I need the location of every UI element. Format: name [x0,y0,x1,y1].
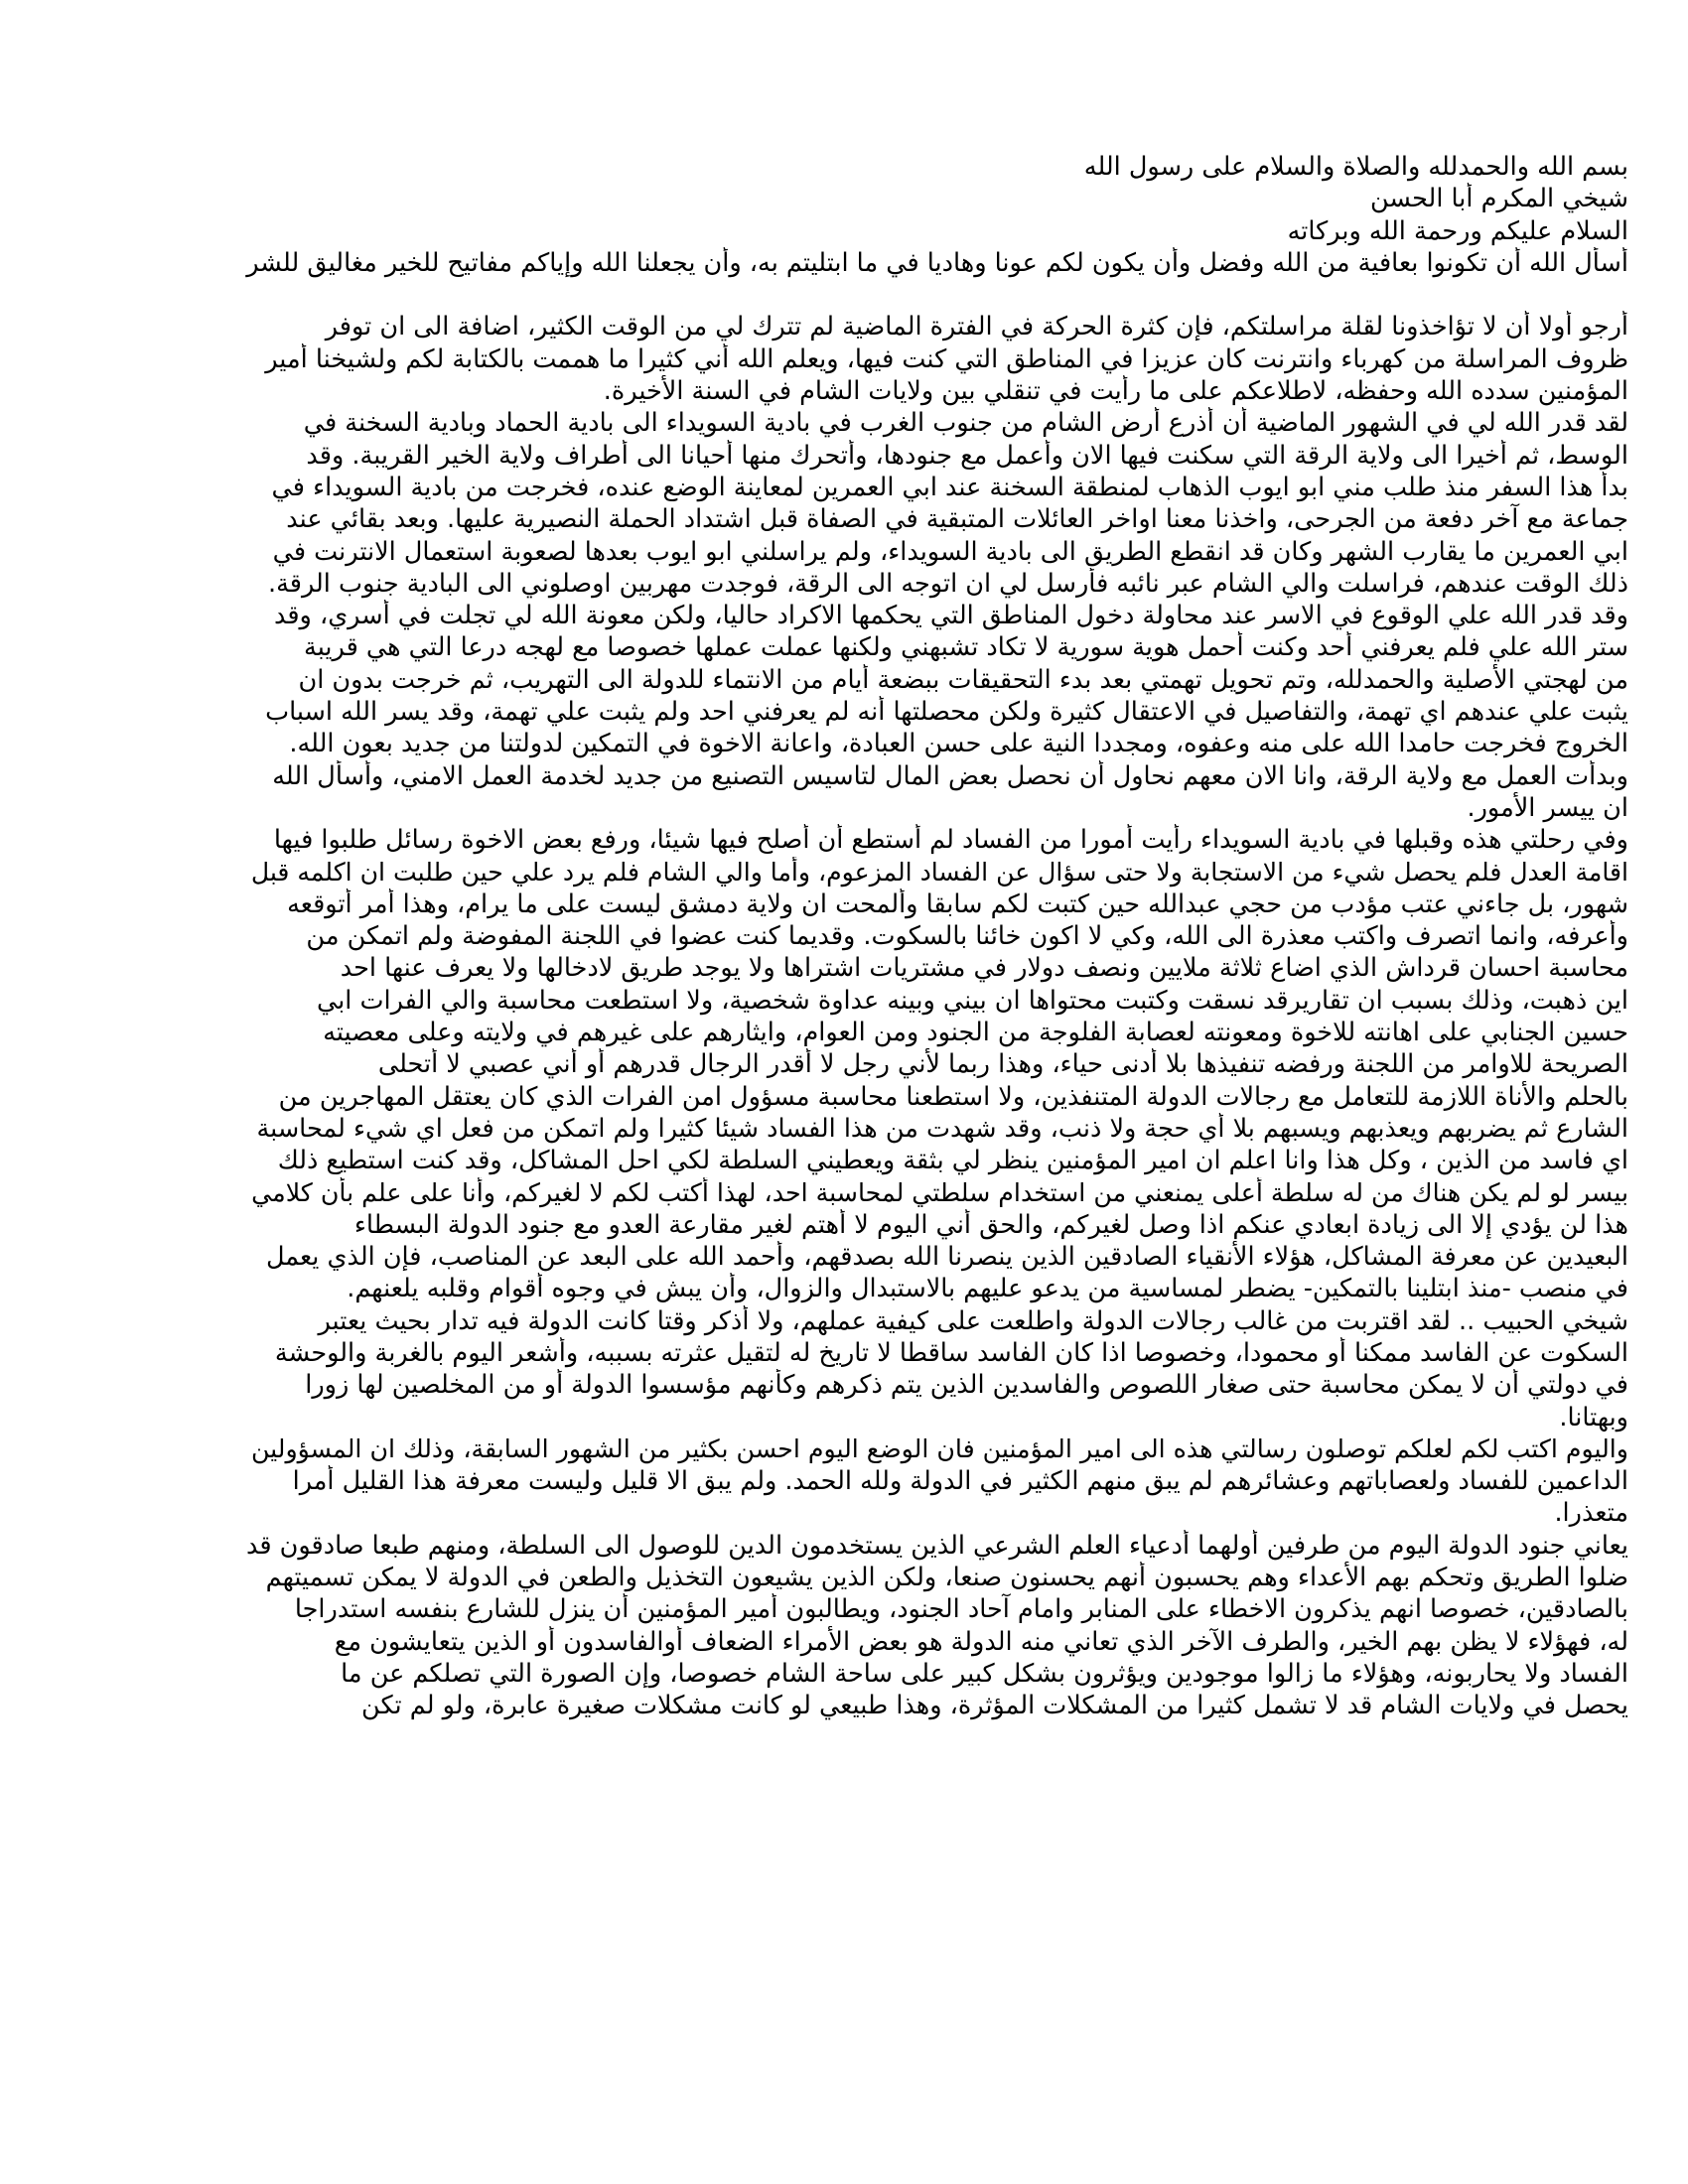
letter-line: الخروج فخرجت حامدا الله على منه وعفوه، ومجددا النية على حسن العبادة، واعانة الاخوة في التمكين لدولتنا من جديد بعون الله. [289,729,1628,759]
letter-line: اقامة العدل فلم يحصل شيء من الاستجابة ولا حتى سؤال عن الفساد المزعوم، وأما والي الشام فلم يرد علي حين طلبت ان اكلمه قبل [250,857,1628,887]
letter-line: ابي العمرين ما يقارب الشهر وكان قد انقطع الطريق الى بادية السويداء، ولم يراسلني ابو ايوب بعدها لصعوبة استعمال الانترنت في [272,536,1628,567]
letter-line: متعذرا. [1554,1498,1628,1529]
blank-line [243,279,1628,311]
letter-line: هذا لن يؤدي إلا الى زيادة ابعادي عنكم اذا وصل لغيركم، والحق أني اليوم لا أهتم لغير مقارعة العدو مع جنود الدولة البسطاء [353,1209,1628,1240]
letter-line: ان ييسر الأمور. [1467,792,1628,823]
letter-line: الوسط، ثم أخيرا الى ولاية الرقة التي سكنت فيها الان وأعمل مع جنودها، وأتحرك منها أحيانا الى أطراف ولاية الخير القريبة. وقد [306,440,1628,471]
letter-line: شيخي الحبيب .. لقد اقتربت من غالب رجالات الدولة واطلعت على كيفية عملهم، ولا أذكر وقتا كانت الدولة فيه تدار بحيث يعتبر [318,1305,1628,1336]
letter-line: وبهتانا. [1559,1402,1628,1433]
letter-line: ستر الله علي فلم يعرفني أحد وكنت أحمل هوية سورية لا تكاد تشبهني ولكنها عملت عملها خصوصا مع لهجه درعا التي هي قريبة [304,632,1628,663]
letter-line: اي فاسد من الذين ، وكل هذا وانا اعلم ان امير المؤمنين ينظر لي بثقة ويعطيني السلطة لكي احل المشاكل، وقد كنت استطيع ذلك [277,1146,1628,1176]
letter-line: يعاني جنود الدولة اليوم من طرفين أولهما أدعياء العلم الشرعي الذين يستخدمون الدين للوصول الى السلطة، ومنهم طبعا صادقون قد [245,1530,1628,1561]
letter-line: بالصادقين، خصوصا انهم يذكرون الاخطاء على المنابر وامام آحاد الجنود، ويطالبون أمير المؤمنين أن ينزل للشارع بنفسه استدراجا [294,1594,1628,1625]
letter-line: واليوم اكتب لكم لعلكم توصلون رسالتي هذه الى امير المؤمنين فان الوضع اليوم احسن بكثير من الشهور السابقة، وذلك ان المسؤولين [250,1433,1628,1463]
letter-line: وفي رحلتي هذه وقبلها في بادية السويداء رأيت أمورا من الفساد لم أستطع أن أصلح فيها شيئا، ورفع بعض الاخوة رسائل طلبوا فيها [273,825,1628,856]
letter-line: المؤمنين سدده الله وحفظه، لاطلاعكم على ما رأيت في تنقلي بين ولايات الشام في السنة الأخيرة. [603,376,1628,407]
letter-line: بالحلم والأناة اللازمة للتعامل مع رجالات الدولة المتنفذين، ولا استطعنا محاسبة مسؤول امن الفرات الذي كان يعتقل المهاجرين من [278,1081,1628,1112]
letter-line: وأعرفه، وانما اتصرف واكتب معذرة الى الله، وكي لا اكون خائنا بالسكوت. وقديما كنت عضوا في اللجنة المفوضة ولم اتمكن من [306,921,1628,952]
letter-line: بسم الله والحمدلله والصلاة والسلام على رسول الله [1083,152,1628,182]
letter-line: البعيدين عن معرفة المشاكل، هؤلاء الأنقياء الصادقين الذين ينصرنا الله بصدقهم، وأحمد الله على البعد عن المناصب، فإن الذي يعمل [265,1242,1628,1273]
letter-line: الشارع ثم يضربهم ويعذبهم ويسبهم بلا أي حجة ولا ذنب، وقد شهدت من هذا الفساد شيئا كثيرا ولم اتمكن من فعل اي شيء لمحاسبة [256,1113,1628,1144]
letter-line: في دولتي أن لا يمكن محاسبة حتى صغار اللصوص والفاسدين الذين يتم ذكرهم وكأنهم مؤسسوا الدولة أو من المخلصين لها زورا [305,1370,1628,1401]
letter-line: جماعة مع آخر دفعة من الجرحى، واخذنا معنا اواخر العائلات المتبقية في الصفاة قبل اشتداد الحملة النصيرية عليها. وبعد بقائي عند [286,504,1628,535]
letter-line: محاسبة احسان قرداش الذي اضاع ثلاثة ملايين ونصف دولار في مشتريات اشتراها ولا يوجد طريق لادخالها ولا يعرف عنها احد [340,953,1628,984]
letter-line: أسأل الله أن تكونوا بعافية من الله وفضل وأن يكون لكم عونا وهاديا في ما ابتليتم به، وأن يجعلنا الله وإياكم مفاتيح للخير مغاليق للشر [246,247,1628,278]
letter-line: الفساد ولا يحاربونه، وهؤلاء ما زالوا موجودين ويؤثرون بشكل كبير على ساحة الشام خصوصا، وإن الصورة التي تصلكم عن ما [341,1658,1628,1689]
letter-line: بدأ هذا السفر منذ طلب مني ابو ايوب الذهاب لمنطقة السخنة عند ابي العمرين لمعاينة الوضع عنده، فخرجت من بادية السويداء في [271,472,1628,502]
letter-line: في منصب -منذ ابتلينا بالتمكين- يضطر لمساسية من يدعو عليهم بالاستبدال والزوال، وأن يبش في وجوه أقوام وقلبه يلعنهم. [347,1274,1628,1304]
letter-line: من لهجتي الأصلية والحمدلله، وتم تحويل تهمتي بعد بدء التحقيقات ببضعة أيام من الانتماء للدولة الى التهريب، ثم خرجت بدون ان [298,664,1628,695]
letter-line: شهور، بل جاءني عتب مؤدب من حجي عبدالله حين كتبت لكم سابقا وألمحت ان ولاية دمشق ليست على ما يرام، وهذا أمر أتوقعه [287,888,1628,919]
letter-line: ذلك الوقت عندهم، فراسلت والي الشام عبر نائبه فأرسل لي ان اتوجه الى الرقة، فوجدت مهربين اوصلوني الى البادية جنوب الرقة. [267,568,1628,599]
letter-line: اين ذهبت، وذلك بسبب ان تقاريرقد نسقت وكتبت محتواها ان بيني وبينه عداوة شخصية، ولا استطعت محاسبة والي الفرات ابي [316,985,1628,1016]
letter-line: حسين الجنابي على اهانته للاخوة ومعونته لعصابة الفلوجة من الجنود ومن العوام، وايثارهم على غيرهم في ولايته وعلى معصيته [323,1018,1628,1048]
letter-line: الداعمين للفساد ولعصاباتهم وعشائرهم لم يبق منهم الكثير في الدولة ولله الحمد. ولم يبق الا قليل وليست معرفة هذا القليل أمرا [292,1466,1628,1497]
letter-line: ظروف المراسلة من كهرباء وانترنت كان عزيزا في المناطق التي كنت فيها، ويعلم الله أني كثيرا ما هممت بالكتابة لكم ولشيخنا أمير [265,343,1628,374]
letter-line: وبدأت العمل مع ولاية الرقة، وانا الان معهم نحاول أن نحصل بعض المال لتاسيس التصنيع من جديد لخدمة العمل الامني، وأسأل الله [272,760,1628,791]
letter-line: شيخي المكرم أبا الحسن [1369,184,1628,214]
letter-body [243,151,1628,1722]
letter-line: السكوت عن الفاسد ممكنا أو محمودا، وخصوصا اذا كان الفاسد ساقطا لا تاريخ له لتقيل عثرته بسببه، وأشعر اليوم بالغربة والوحشة [274,1337,1628,1368]
letter-line: يحصل في ولايات الشام قد لا تشمل كثيرا من المشكلات المؤثرة، وهذا طبيعي لو كانت مشكلات صغيرة عابرة، ولو لم تكن [361,1691,1628,1721]
letter-line: لقد قدر الله لي في الشهور الماضية أن أذرع أرض الشام من جنوب الغرب في بادية السويداء الى بادية الحماد وبادية السخنة في [303,408,1628,439]
letter-line: يثبت علي عندهم اي تهمة، والتفاصيل في الاعتقال كثيرة ولكن محصلتها أنه لم يعرفني احد ولم يثبت علي تهمة، وقد يسر الله اسباب [265,697,1628,728]
letter-line: ضلوا الطريق وتحكم بهم الأعداء وهم يحسبون أنهم يحسنون صنعا، ولكن الذين يشيعون التخذيل والطعن في الدولة لا يمكن تسميتهم [265,1563,1628,1593]
letter-line: له، فهؤلاء لا يظن بهم الخير، والطرف الآخر الذي تعاني منه الدولة هو بعض الأمراء الضعاف أوالفاسدون أو الذين يتعايشون مع [334,1626,1628,1657]
letter-line: بيسر لو لم يكن هناك من له سلطة أعلى يمنعني من استخدام سلطتي لمحاسبة احد، لهذا أكتب لكم لا لغيركم، وأنا على علم بأن كلامي [251,1177,1628,1207]
letter-line: الصريحة للاوامر من اللجنة ورفضه تنفيذها بلا أدنى حياء، وهذا ربما لأني رجل لا أقدر الرجال قدرهم أو أني عصبي لا أتحلى [377,1049,1628,1080]
letter-line: السلام عليكم ورحمة الله وبركاته [1287,215,1628,246]
letter-line: أرجو أولا أن لا تؤاخذونا لقلة مراسلتكم، فإن كثرة الحركة في الفترة الماضية لم تترك لي من الوقت الكثير، اضافة الى ان توفر [325,312,1628,342]
letter-line: وقد قدر الله علي الوقوع في الاسر عند محاولة دخول المناطق التي يحكمها الاكراد حاليا، ولكن معونة الله لي تجلت في أسري، وقد [273,601,1628,631]
